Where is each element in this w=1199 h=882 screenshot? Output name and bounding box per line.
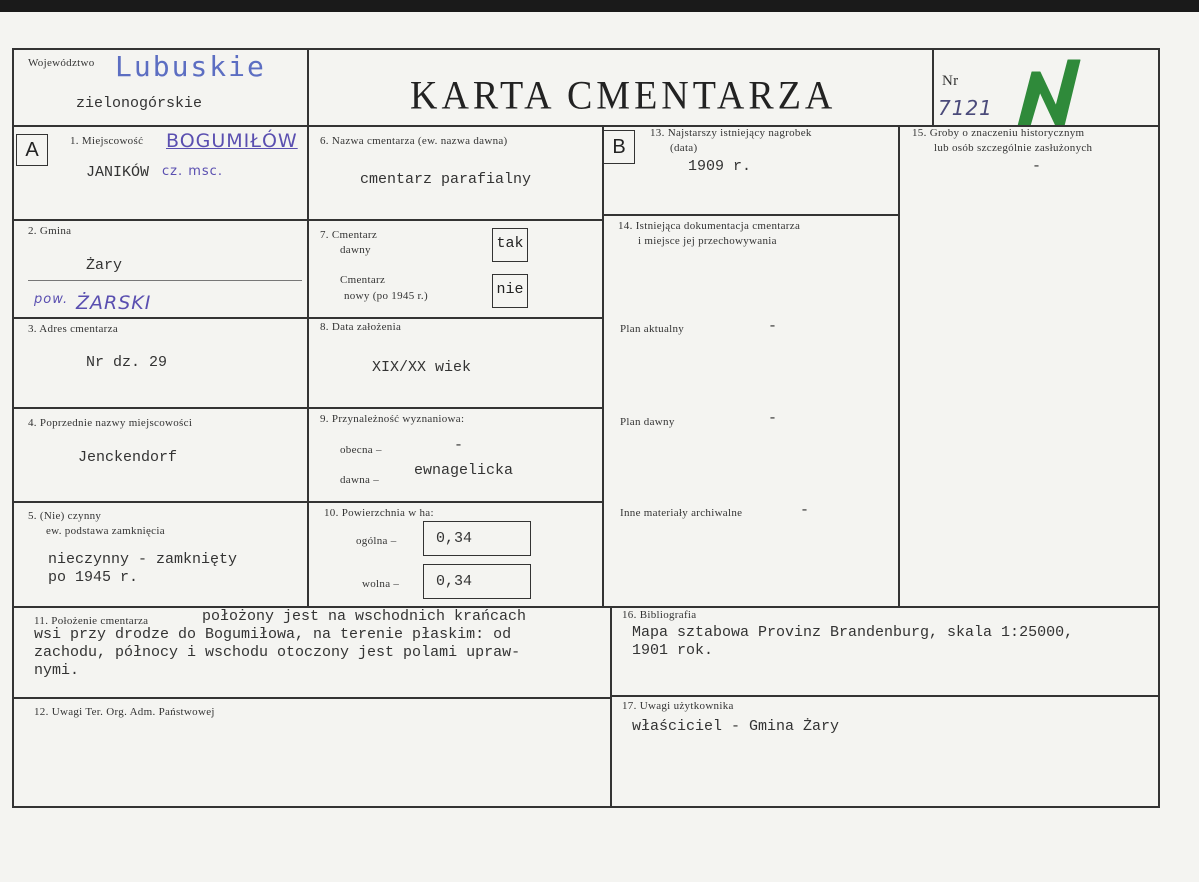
- polozenie-line-1: położony jest na wschodnich krańcach: [202, 608, 527, 625]
- nagrobek-value: 1909 r.: [688, 158, 752, 175]
- nazwa-cmentarza-label: 6. Nazwa cmentarza (ew. nazwa dawna): [320, 135, 508, 147]
- wojewodztwo-stamp: Lubuskie: [115, 50, 266, 83]
- plan-aktualny-value: -: [768, 318, 778, 335]
- dawna-value: ewnagelicka: [414, 462, 514, 479]
- uwagi-uzytkownika-value: właściciel - Gmina Żary: [632, 718, 840, 735]
- bibliografia-label: 16. Bibliografia: [622, 609, 697, 621]
- dawna-label: dawna –: [340, 474, 380, 486]
- cemetery-record-card: [0, 12, 1199, 882]
- nagrobek-label: 13. Najstarszy istniejący nagrobek: [650, 127, 812, 139]
- czynny-value: nieczynny - zamknięty: [48, 551, 238, 568]
- ogolna-label: ogólna –: [356, 535, 397, 547]
- inne-materialy-label: Inne materiały archiwalne: [620, 507, 743, 519]
- zamkniecie-label: ew. podstawa zamknięcia: [46, 525, 165, 537]
- poprzednie-nazwy-value: Jenckendorf: [78, 449, 178, 466]
- cmentarz-dawny-label: 7. Cmentarz: [320, 229, 378, 241]
- nowy-box: nie: [492, 274, 528, 308]
- inne-materialy-value: -: [800, 502, 810, 519]
- ogolna-value: 0,34: [436, 530, 473, 547]
- adres-label: 3. Adres cmentarza: [28, 323, 118, 335]
- nazwa-cmentarza-value: cmentarz parafialny: [360, 171, 532, 188]
- wojewodztwo-old-value: zielonogórskie: [76, 95, 203, 112]
- miejscowosc-value: JANIKÓW: [86, 164, 150, 181]
- wolna-label: wolna –: [362, 578, 400, 590]
- zasluzeni-label: lub osób szczególnie zasłużonych: [934, 142, 1093, 154]
- poprzednie-nazwy-label: 4. Poprzednie nazwy miejscowości: [28, 417, 193, 429]
- plan-aktualny-label: Plan aktualny: [620, 323, 685, 335]
- groby-label: 15. Groby o znaczeniu historycznym: [912, 127, 1085, 139]
- przynaleznosc-label: 9. Przynależność wyznaniowa:: [320, 413, 465, 425]
- bibliografia-line-2: 1901 rok.: [632, 642, 714, 659]
- groby-value: -: [1032, 158, 1042, 175]
- uwagi-ter-label: 12. Uwagi Ter. Org. Adm. Państwowej: [34, 706, 215, 718]
- page-title: KARTA CMENTARZA: [410, 73, 837, 119]
- nagrobek-data-label: (data): [670, 142, 698, 154]
- dawny-box: tak: [492, 228, 528, 262]
- section-b-marker: B: [603, 130, 635, 164]
- polozenie-line-4: nymi.: [34, 662, 80, 679]
- miejscowosc-handwritten: BOGUMIŁÓW: [166, 130, 298, 152]
- data-zalozenia-label: 8. Data założenia: [320, 321, 402, 333]
- miejscowosc-note: cz. msc.: [162, 164, 223, 179]
- wojewodztwo-label: Województwo: [28, 57, 95, 69]
- section-a-marker: A: [16, 134, 48, 166]
- powiat-value: ŻARSKI: [76, 292, 152, 314]
- powiat-prefix: pow.: [34, 292, 69, 307]
- zamkniecie-value: po 1945 r.: [48, 569, 139, 586]
- obecna-value: -: [454, 437, 464, 454]
- polozenie-line-3: zachodu, północy i wschodu otoczony jest polami upraw-: [34, 644, 521, 661]
- plan-dawny-value: -: [768, 410, 778, 427]
- polozenie-line-2: wsi przy drodze do Bogumiłowa, na terenie płaskim: od: [34, 626, 512, 643]
- gmina-value: Żary: [86, 257, 123, 274]
- gmina-label: 2. Gmina: [28, 225, 72, 237]
- czynny-label: 5. (Nie) czynny: [28, 510, 102, 522]
- cmentarz-nowy-label: Cmentarz: [340, 274, 386, 286]
- uwagi-uzytkownika-label: 17. Uwagi użytkownika: [622, 700, 734, 712]
- bibliografia-line-1: Mapa sztabowa Provinz Brandenburg, skala 1:25000,: [632, 624, 1074, 641]
- plan-dawny-label: Plan dawny: [620, 416, 675, 428]
- miejscowosc-label: 1. Miejscowość: [70, 135, 144, 147]
- polozenie-label: 11. Położenie cmentarza: [34, 615, 149, 627]
- nr-label: Nr: [942, 73, 959, 89]
- wolna-value: 0,34: [436, 573, 473, 590]
- adres-value: Nr dz. 29: [86, 354, 168, 371]
- data-zalozenia-value: XIX/XX wiek: [372, 359, 472, 376]
- dawny-label: dawny: [340, 244, 371, 256]
- przechowywanie-label: i miejsce jej przechowywania: [638, 235, 777, 247]
- nowy-label: nowy (po 1945 r.): [344, 290, 428, 302]
- dokumentacja-label: 14. Istniejąca dokumentacja cmentarza: [618, 220, 801, 232]
- obecna-label: obecna –: [340, 444, 382, 456]
- powierzchnia-label: 10. Powierzchnia w ha:: [324, 507, 434, 519]
- nr-value: 7121: [938, 96, 993, 120]
